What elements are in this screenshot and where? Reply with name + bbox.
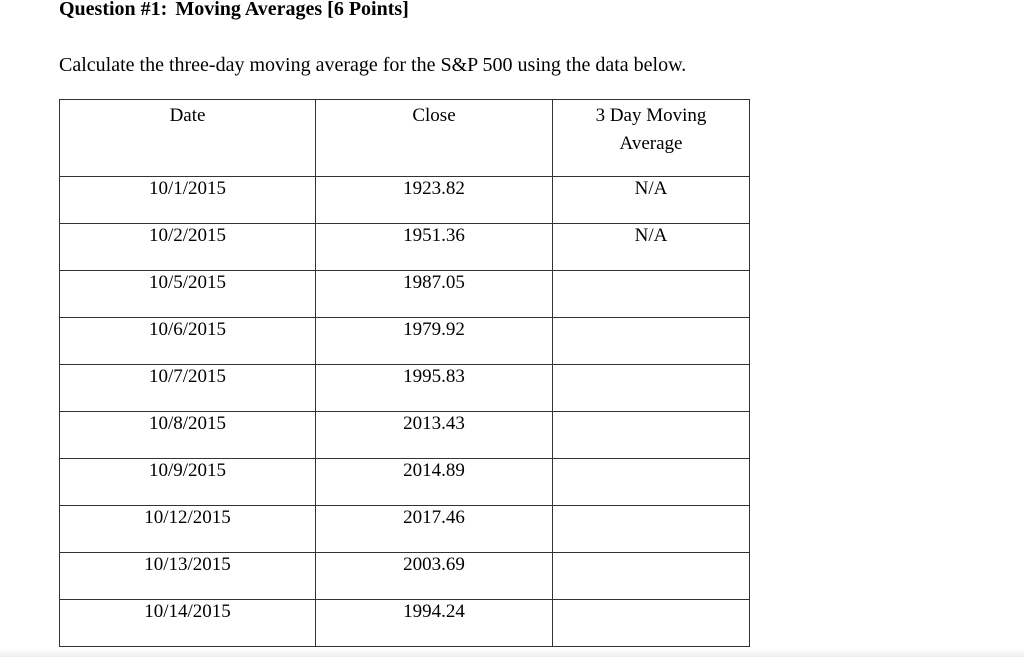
moving-average-header-line2: Average [619,133,683,154]
close-cell: 2013.43 [316,412,553,459]
instructions-text: Calculate the three-day moving average for the S&P 500 using the data below. [59,54,687,76]
moving-average-cell[interactable] [553,365,750,412]
date-cell: 10/5/2015 [60,271,316,318]
close-cell: 1995.83 [316,365,553,412]
moving-average-cell[interactable] [553,553,750,600]
moving-average-column-header [553,100,750,177]
table-row [60,365,750,412]
question-number: Question #1: [59,0,168,20]
close-column-header: Close [316,100,553,177]
moving-average-cell[interactable] [553,459,750,506]
close-cell: 1951.36 [316,224,553,271]
moving-average-cell[interactable] [553,271,750,318]
moving-average-cell[interactable] [553,506,750,553]
close-cell: 2017.46 [316,506,553,553]
date-cell: 10/1/2015 [60,177,316,224]
date-cell: 10/13/2015 [60,553,316,600]
question-heading [59,0,409,21]
table-row [60,553,750,600]
table-row [60,224,750,271]
sp500-table [59,99,750,647]
bottom-edge-shadow [0,649,1024,657]
moving-average-cell[interactable] [553,600,750,647]
table-row [60,318,750,365]
date-cell: 10/6/2015 [60,318,316,365]
moving-average-cell[interactable] [553,318,750,365]
moving-average-cell[interactable]: N/A [553,224,750,271]
date-cell: 10/9/2015 [60,459,316,506]
table-row [60,600,750,647]
date-cell: 10/12/2015 [60,506,316,553]
table-row [60,506,750,553]
close-cell: 1987.05 [316,271,553,318]
moving-average-cell[interactable]: N/A [553,177,750,224]
date-column-header: Date [60,100,316,177]
date-cell: 10/8/2015 [60,412,316,459]
date-cell: 10/14/2015 [60,600,316,647]
date-cell: 10/7/2015 [60,365,316,412]
table-row [60,177,750,224]
close-cell: 2003.69 [316,553,553,600]
close-cell: 2014.89 [316,459,553,506]
table-row [60,271,750,318]
date-cell: 10/2/2015 [60,224,316,271]
close-cell: 1979.92 [316,318,553,365]
question-title: Moving Averages [6 Points] [175,0,409,20]
close-cell: 1923.82 [316,177,553,224]
close-cell: 1994.24 [316,600,553,647]
moving-average-cell[interactable] [553,412,750,459]
moving-average-header-line1: 3 Day Moving [595,105,707,126]
table-row [60,459,750,506]
table-row [60,412,750,459]
table-header-row [60,100,750,177]
